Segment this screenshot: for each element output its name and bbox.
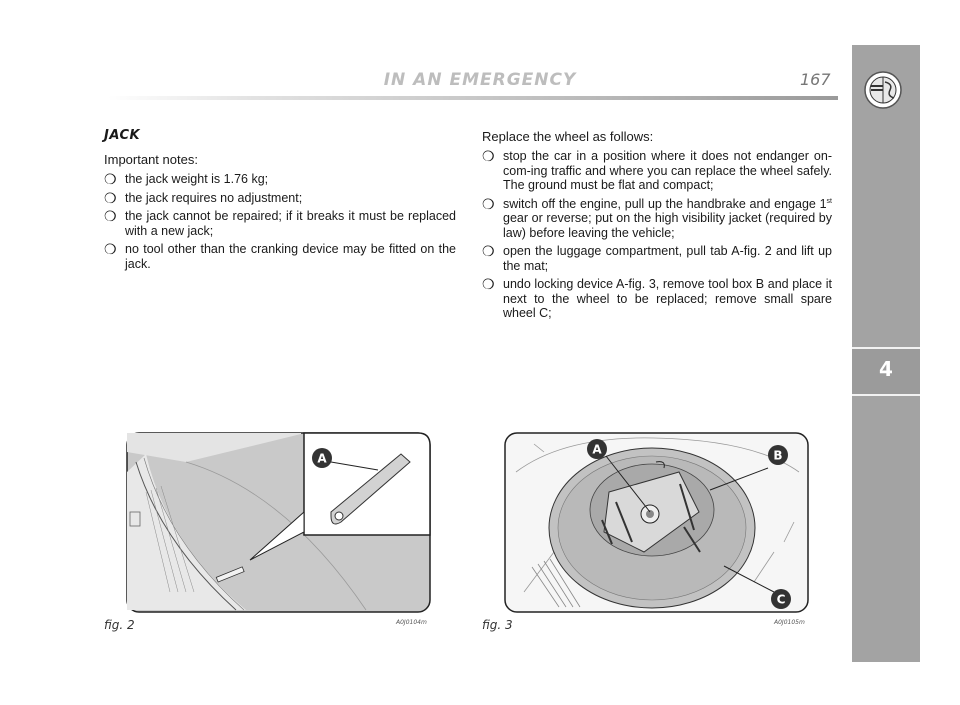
list-item: ❍ switch off the engine, pull up the handbrake and engage 1st gear or reverse; put on the high visibility jacket (required by law) before leaving the vehicle; [482, 195, 832, 240]
bullet-icon: ❍ [482, 276, 495, 292]
steps-list [482, 149, 832, 321]
list-item: ❍ the jack requires no adjustment; [104, 189, 303, 206]
bullet-icon: ❍ [482, 195, 495, 212]
list-item: ❍ the jack cannot be repaired; if it breaks it must be replaced with a new jack; [104, 208, 456, 238]
figure-code: A0J0104m [396, 619, 427, 626]
callout-b: B [773, 448, 783, 463]
figure-code: A0J0105m [774, 619, 805, 626]
brand-logo-icon [863, 70, 903, 110]
callout-c: C [776, 592, 786, 607]
left-column [104, 128, 456, 271]
chapter-number: 4 [879, 357, 893, 381]
figure-caption: fig. 3 [482, 618, 513, 632]
chapter-header-title: IN AN EMERGENCY [383, 70, 577, 90]
notes-list [104, 172, 456, 271]
callout-a: A [592, 442, 602, 457]
bullet-icon: ❍ [104, 171, 117, 187]
intro-text: Important notes: [104, 152, 198, 167]
right-column [482, 128, 832, 321]
bullet-icon: ❍ [482, 148, 495, 164]
list-item: ❍ stop the car in a position where it does not endanger on-com-ing traffic and where you can replace the wheel safely. The ground must be flat and compact; [482, 148, 832, 192]
figure-caption: fig. 2 [104, 618, 135, 632]
header-rule [108, 96, 838, 100]
page-number: 167 [800, 70, 831, 89]
list-item: ❍ no tool other than the cranking device may be fitted on the jack. [104, 241, 456, 271]
callout-a: A [317, 451, 327, 466]
list-item: ❍ undo locking device A-fig. 3, remove tool box B and place it next to the wheel to be replaced; remove small spare wheel C; [482, 276, 832, 320]
intro-text: Replace the wheel as follows: [482, 129, 654, 144]
figure-spare-wheel [504, 432, 809, 613]
list-item: ❍ open the luggage compartment, pull tab A-fig. 2 and lift up the mat; [482, 243, 832, 273]
bullet-icon: ❍ [482, 243, 495, 259]
section-title: JACK [104, 128, 141, 143]
list-item: ❍ the jack weight is 1.76 kg; [104, 171, 269, 187]
figure-luggage-mat [126, 432, 431, 613]
chapter-side-tab [852, 45, 920, 662]
bullet-icon: ❍ [104, 241, 117, 257]
bullet-icon: ❍ [104, 208, 117, 224]
bullet-icon: ❍ [104, 189, 117, 206]
